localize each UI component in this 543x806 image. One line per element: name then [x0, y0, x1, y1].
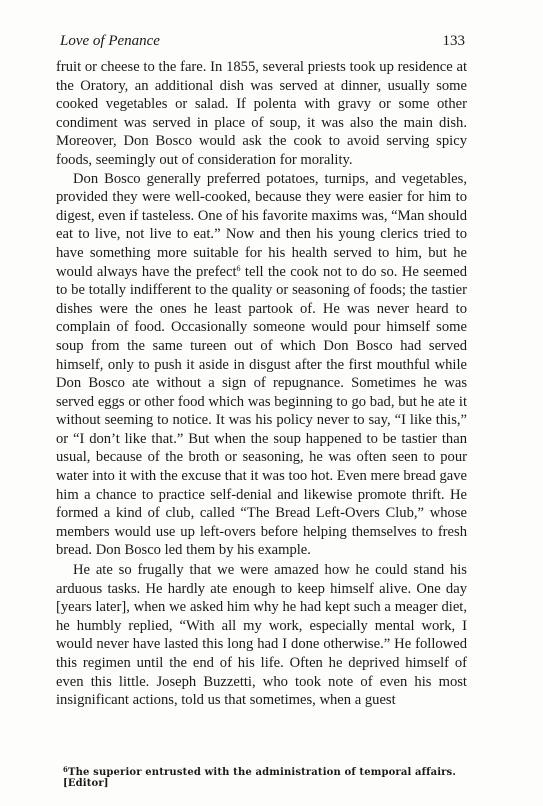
running-head: Love of Penance — [60, 33, 160, 49]
footnote — [63, 767, 483, 789]
page-header — [60, 33, 465, 53]
paragraph-2-text-after: tell the cook not to do so. He seemed to be totally indifferent to the quality or seasoning of foods; the tastier dishes were the ones he least partook of. He was never heard to complain of food. Occasionally someone would pour himself some soup from the same tureen out of which Don Bosco had served himself, only to push it aside in disgust after the first mouthful while Don Bosco ate without a sign of repugnance. Sometimes he was served eggs or other food which was beginning to go bad, but he ate it without seeming to notice. It was his policy never to say, “I like this,” or “I don’t like that.” But when the soup happened to be tastier than usual, because of the broth or seasoning, he was often seen to pour water into it with the excuse that it was too hot. Even mere bread gave him a chance to practice self-denial and likewise promote thrift. He formed a kind of club, called “The Bread Left-Overs Club,” whose members would use up left-overs before helping themselves to fresh bread. Don Bosco led them by his example. — [56, 263, 467, 559]
footnote-mark: 6 — [63, 765, 69, 774]
page-number: 133 — [442, 33, 465, 49]
paragraph-3: He ate so frugally that we were amazed how he could stand his arduous tasks. He hardly ate enough to keep himself alive. One day [years later], when we asked him why he had kept such a meager diet, he humbly replied, “With all my work, especially mental work, I would never have lasted this long had I done otherwise.” He followed this regimen until the end of his life. Often he deprived himself of even this little. Joseph Buzzetti, who took note of even his most insignificant actions, told us that sometimes, when a guest — [56, 562, 467, 709]
paragraph-2-text-before: Don Bosco generally preferred potatoes, turnips, and vegetables, provided they were well-cooked, because they were easier for him to digest, even if tasteless. One of his favorite maxims was, “Man should eat to live, not live to eat.” Now and then his young clerics tried to have something more suitable for his health served to him, but he would always have the prefect — [56, 170, 467, 280]
body-text — [56, 58, 467, 710]
paragraph-1: fruit or cheese to the fare. In 1855, several priests took up residence at the Oratory, an additional dish was served at dinner, usually some cooked vegetables or salad. If polenta with gravy or some other condiment was served in place of soup, it was also the main dish. Moreover, Don Bosco would ask the cook to avoid serving spicy foods, seemingly out of consideration for morality. — [56, 59, 467, 168]
paragraph-2 — [56, 170, 467, 560]
footnote-reference: 6 — [236, 263, 241, 273]
footnote-text: The superior entrusted with the administration of temporal affairs. [Editor] — [63, 767, 456, 789]
